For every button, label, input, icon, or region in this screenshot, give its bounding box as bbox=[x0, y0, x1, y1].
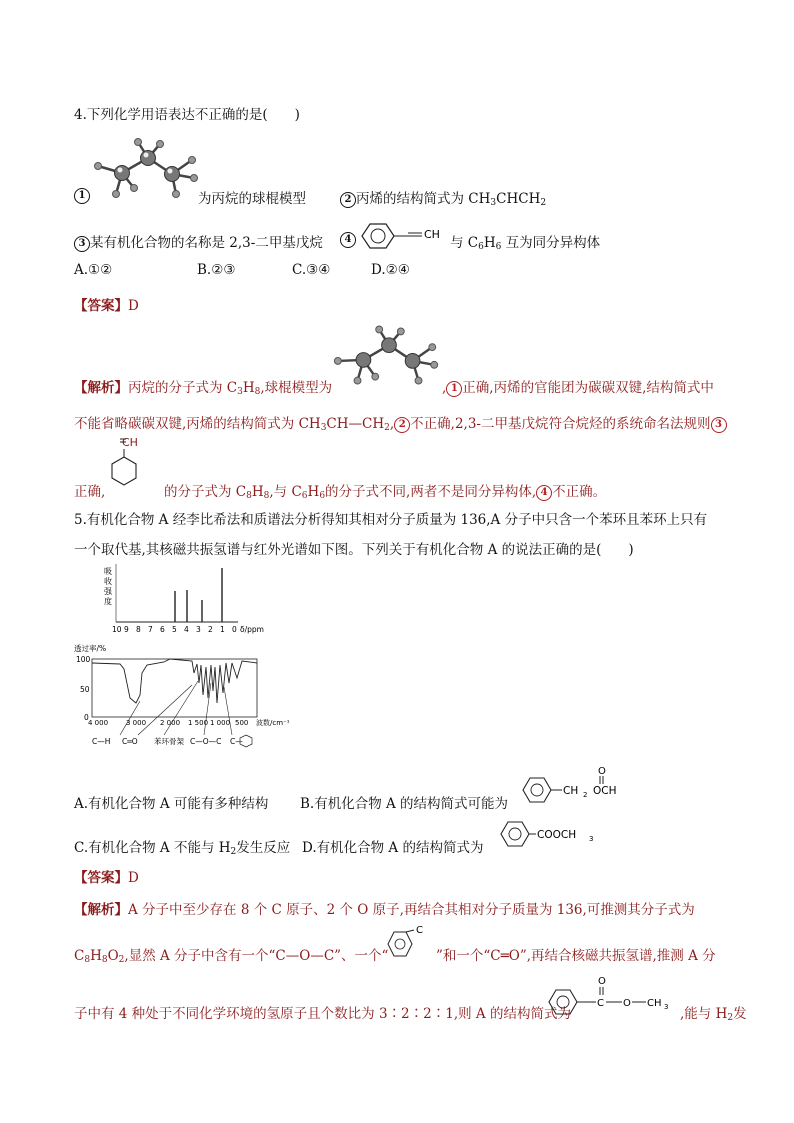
ir-bond-coc: C—O—C bbox=[190, 737, 222, 746]
q4-option-b: B.②③ bbox=[197, 262, 236, 278]
ir-tick-label: 500 bbox=[235, 719, 249, 727]
ir-xunit: 波数/cm⁻¹ bbox=[256, 719, 290, 727]
nmr-tick-label: 9 bbox=[124, 625, 129, 634]
nmr-tick-label: 0 bbox=[232, 625, 237, 634]
circled-3: 3 bbox=[74, 236, 90, 252]
ir-tick-label: 2 000 bbox=[160, 719, 181, 727]
nmr-tick-label: 2 bbox=[208, 625, 213, 634]
circled-2: 2 bbox=[340, 192, 356, 208]
svg-text:CH: CH bbox=[647, 998, 662, 1009]
ir-bond-c-ph: C— bbox=[230, 737, 243, 746]
q5-option-a: A.有机化合物 A 可能有多种结构 bbox=[74, 796, 269, 812]
q5-option-c: C.有机化合物 A 不能与 $H_2$发生反应 bbox=[74, 840, 291, 857]
circled-1: 1 bbox=[74, 188, 90, 204]
styrene-like-structure bbox=[358, 220, 454, 252]
nmr-ylabel-1: 吸 bbox=[104, 567, 112, 576]
methyl-benzoate-structure bbox=[542, 972, 682, 1020]
ir-bond-ch: C—H bbox=[92, 737, 111, 746]
q5-option-d: D.有机化合物 A 的结构简式为 bbox=[302, 840, 484, 856]
q4-analysis-line-3: 的分子式为 $C_8H_8$,与 $C_6H_6$的分子式不同,两者不是同分异构体, 4 不正确。 bbox=[164, 484, 607, 501]
vinyl-label: CH bbox=[424, 228, 440, 241]
propane-ball-stick-model-2 bbox=[330, 325, 448, 387]
styrene-vertical-structure bbox=[106, 433, 166, 493]
q4-item-1 bbox=[74, 187, 90, 204]
nmr-tick-label: 7 bbox=[148, 625, 153, 634]
svg-text:3: 3 bbox=[589, 835, 594, 843]
q5-answer: 【答案】D bbox=[74, 870, 139, 886]
ir-bond-co: C═O bbox=[122, 737, 138, 746]
svg-text:收: 收 bbox=[104, 577, 112, 586]
nmr-tick-label: 5 bbox=[172, 625, 177, 634]
option-b-structure bbox=[516, 762, 656, 806]
svg-text:CH: CH bbox=[122, 436, 138, 449]
circled-4: 4 bbox=[340, 232, 356, 248]
nmr-tick-label: 6 bbox=[160, 625, 165, 634]
svg-text:CH: CH bbox=[563, 785, 579, 797]
nmr-tick-label: 4 bbox=[184, 625, 189, 634]
svg-text:3: 3 bbox=[664, 1003, 669, 1011]
ir-tick-label: 1 500 bbox=[188, 719, 209, 727]
q5-analysis-line-3b: ,能与 $H_2$发 bbox=[680, 1006, 747, 1023]
svg-text:C: C bbox=[597, 998, 604, 1009]
phenyl-c-structure bbox=[382, 924, 432, 964]
ir-tick-label: 1 000 bbox=[210, 719, 231, 727]
propane-ball-stick-model bbox=[88, 138, 208, 200]
svg-text:强: 强 bbox=[104, 587, 112, 596]
svg-text:O: O bbox=[598, 766, 606, 777]
q4-option-d: D.②④ bbox=[371, 262, 410, 278]
q5-stem-line-2: 一个取代基,其核磁共振氢谱与红外光谱如下图。下列关于有机化合物 A 的说法正确的是( ) bbox=[74, 542, 634, 558]
ir-bond-ring: 苯环骨架 bbox=[154, 737, 184, 746]
option-d-structure bbox=[494, 818, 604, 852]
nmr-tick-label: 3 bbox=[196, 625, 201, 634]
q4-analysis-line-1b: , 1 正确,丙烯的官能团为碳碳双键,结构简式中 bbox=[442, 380, 714, 396]
q4-option-a: A.①② bbox=[74, 262, 113, 278]
q4-stem: 4.下列化学用语表达不正确的是( ) bbox=[74, 107, 300, 123]
q5-analysis-line-2: $C_8H_8O_2$,显然 A 分子中含有一个“C—O—C”、一个“ bbox=[74, 948, 389, 965]
svg-text:OCH: OCH bbox=[593, 785, 617, 797]
q4-item-4-text: 与 $C_6H_6$ 互为同分异构体 bbox=[450, 235, 601, 252]
q5-analysis-line-2b: ”和一个“C═O”,再结合核磁共振氢谱,推测 A 分 bbox=[436, 948, 716, 964]
nmr-tick-label: 1 bbox=[220, 625, 225, 634]
q4-item-3: 3 某有机化合物的名称是 2,3-二甲基戊烷 bbox=[74, 231, 323, 252]
ir-ytick-50: 50 bbox=[80, 685, 90, 694]
q5-option-b: B.有机化合物 A 的结构简式可能为 bbox=[300, 796, 509, 812]
q4-analysis-line-2: 不能省略碳碳双键,丙烯的结构简式为 $CH_3CH—CH_2$, 2 不正确,2,3-二甲基戊烷符合烷烃的系统命名法规则 3 bbox=[74, 412, 727, 433]
nmr-spectrum bbox=[98, 562, 268, 640]
q4-option-c: C.③④ bbox=[292, 262, 331, 278]
q4-analysis-line-1: 【解析】丙烷的分子式为 $C_3H_8$,球棍模型为 bbox=[74, 380, 333, 397]
q5-stem-line-1: 5.有机化合物 A 经李比希法和质谱法分析得知其相对分子质量为 136,A 分子中只含一个苯环且苯环上只有 bbox=[74, 512, 708, 528]
svg-text:O: O bbox=[598, 976, 606, 987]
svg-text:度: 度 bbox=[104, 597, 112, 606]
svg-text:COOCH: COOCH bbox=[537, 829, 577, 841]
q5-analysis-line-3: 子中有 4 种处于不同化学环境的氢原子且个数比为 3∶2∶2∶1,则 A 的结构简式为 bbox=[74, 1006, 571, 1022]
q4-item-4 bbox=[340, 231, 356, 248]
q4-item-2: 2 丙烯的结构简式为 $CH_3CHCH_2$ bbox=[340, 187, 546, 208]
q5-analysis-line-1: 【解析】A 分子中至少存在 8 个 C 原子、2 个 O 原子,再结合其相对分子质量为 136,可推测其分子式为 bbox=[74, 902, 695, 918]
ir-spectrum bbox=[72, 643, 312, 748]
ir-tick-label: 3 000 bbox=[126, 719, 147, 727]
nmr-xlabel: δ/ppm bbox=[240, 625, 264, 634]
nmr-tick-label: 8 bbox=[136, 625, 141, 634]
q4-item-1-text: 为丙烷的球棍模型 bbox=[198, 191, 306, 207]
q4-analysis-line-3a: 正确, bbox=[74, 484, 106, 500]
svg-text:C: C bbox=[416, 925, 423, 936]
svg-text:2: 2 bbox=[583, 791, 588, 799]
ir-ytick-100: 100 bbox=[76, 655, 91, 664]
svg-text:O: O bbox=[623, 998, 631, 1009]
ir-ylabel: 透过率/% bbox=[74, 644, 107, 653]
q4-answer: 【答案】D bbox=[74, 298, 139, 314]
ir-tick-label: 4 000 bbox=[88, 719, 109, 727]
nmr-tick-label: 10 bbox=[112, 625, 122, 634]
ir-ytick-0: 0 bbox=[84, 713, 89, 722]
